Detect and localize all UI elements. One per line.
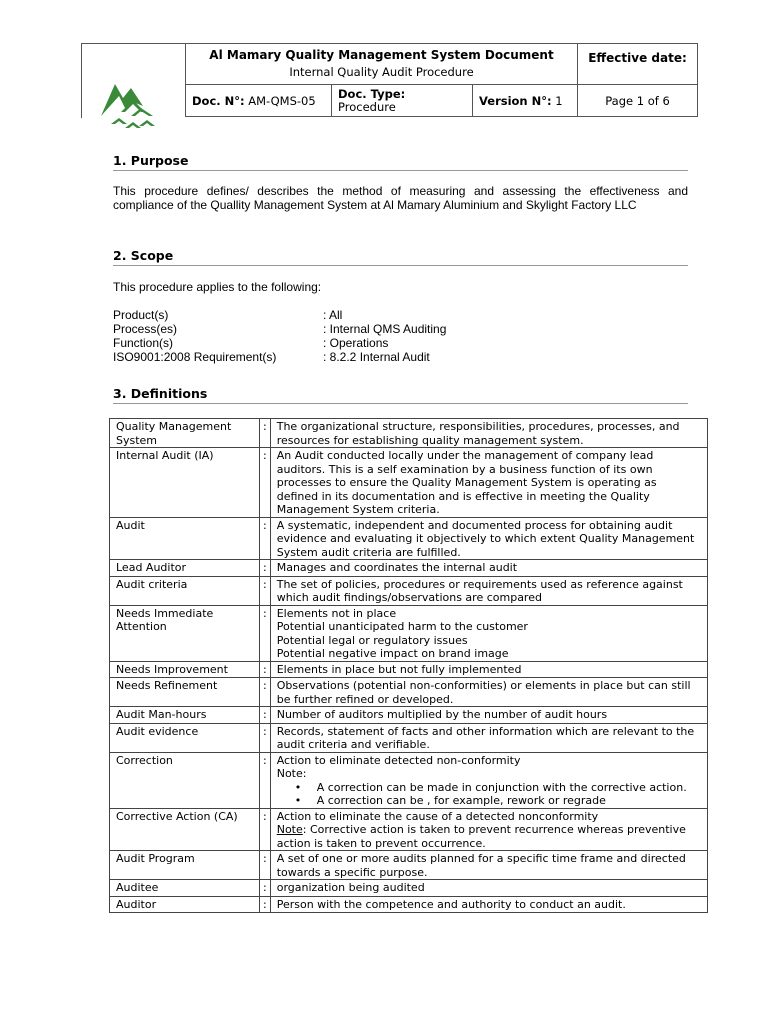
- definition-separator: :: [260, 419, 271, 448]
- document-header: [81, 43, 698, 117]
- version-value: 1: [555, 93, 563, 108]
- table-row: [110, 808, 708, 851]
- definition-term: Correction: [110, 752, 260, 808]
- definition-term: Audit Program: [110, 851, 260, 880]
- definition-separator: :: [260, 808, 271, 851]
- definition-separator: :: [260, 851, 271, 880]
- definition-term: Internal Audit (IA): [110, 448, 260, 518]
- logo-cell: [81, 43, 186, 118]
- doc-type-value: Procedure: [338, 99, 396, 114]
- definition-term: Lead Auditor: [110, 560, 260, 577]
- table-row: [110, 752, 708, 808]
- bullet-icon: •: [294, 780, 302, 794]
- table-row: [110, 896, 708, 913]
- definition-separator: :: [260, 605, 271, 661]
- purpose-heading: 1. Purpose: [113, 153, 688, 171]
- definition-line: Elements not in place: [276, 606, 397, 620]
- scope-list: [113, 308, 688, 364]
- definition-text: [270, 808, 707, 851]
- doc-number-cell: [186, 85, 332, 117]
- definition-text: An Audit conducted locally under the management of company lead auditors. This is a self examination by a business function of its own processes to ensure the Quality Management System is operating as defined in its documentation and is effective in meeting the Quality Management System criteria.: [270, 448, 707, 518]
- list-item: [294, 780, 701, 795]
- definition-line: Action to eliminate detected non-conformity: [276, 753, 521, 767]
- definition-bullets: [277, 781, 701, 808]
- definition-term: Quality Management System: [110, 419, 260, 448]
- definition-separator: :: [260, 707, 271, 724]
- definition-text: Elements in place but not fully implemented: [270, 661, 707, 678]
- definition-separator: :: [260, 448, 271, 518]
- definition-line: Potential negative impact on brand image: [276, 647, 509, 660]
- definition-term: Needs Improvement: [110, 661, 260, 678]
- definition-separator: :: [260, 896, 271, 913]
- definitions-table: [109, 418, 708, 913]
- table-row: [110, 661, 708, 678]
- definition-text: [270, 752, 707, 808]
- scope-item: [113, 308, 688, 322]
- doc-number-label: Doc. N°:: [192, 93, 245, 108]
- definition-text: Manages and coordinates the internal audit: [270, 560, 707, 577]
- scope-item: [113, 350, 688, 364]
- definition-separator: :: [260, 678, 271, 707]
- mountain-logo-icon: [97, 76, 169, 131]
- scope-key: Function(s): [113, 336, 174, 350]
- definition-text: organization being audited: [270, 880, 707, 897]
- definition-term: Auditor: [110, 896, 260, 913]
- definition-text: A systematic, independent and documented process for obtaining audit evidence and evaluating it objectively to which extent Quality Management System audit criteria are fulfilled.: [270, 517, 707, 560]
- scope-key: ISO9001:2008 Requirement(s): [113, 350, 277, 364]
- scope-value: : Operations: [323, 336, 389, 350]
- table-row: [110, 576, 708, 605]
- definition-note-label: Note: [276, 823, 303, 836]
- doc-number-value: AM-QMS-05: [248, 93, 316, 108]
- bullet-icon: •: [294, 794, 302, 807]
- definition-text: The organizational structure, responsibilities, procedures, processes, and resources for establishing quality management system.: [270, 419, 707, 448]
- table-row: [110, 560, 708, 577]
- table-row: [110, 723, 708, 752]
- doc-type-cell: [332, 85, 473, 117]
- definition-line: Action to eliminate the cause of a detected nonconformity: [276, 809, 599, 823]
- definition-note-text: : Corrective action is taken to prevent recurrence whereas preventive action is taken to prevent occurrence.: [276, 823, 686, 850]
- version-cell: [473, 85, 578, 117]
- definition-term: Audit Man-hours: [110, 707, 260, 724]
- definition-text: A set of one or more audits planned for a specific time frame and directed towards a specific purpose.: [270, 851, 707, 880]
- scope-key: Product(s): [113, 308, 169, 322]
- definition-term: Auditee: [110, 880, 260, 897]
- definition-separator: :: [260, 661, 271, 678]
- scope-heading: 2. Scope: [113, 248, 688, 266]
- scope-value: : 8.2.2 Internal Audit: [323, 350, 430, 364]
- table-row: [110, 851, 708, 880]
- scope-value: : All: [323, 308, 343, 322]
- definition-separator: :: [260, 576, 271, 605]
- definition-text: Records, statement of facts and other information which are relevant to the audit criteria and verifiable.: [270, 723, 707, 752]
- version-label: Version N°:: [479, 93, 552, 108]
- scope-intro: This procedure applies to the following:: [113, 280, 322, 294]
- definition-separator: :: [260, 880, 271, 897]
- scope-item: [113, 322, 688, 336]
- definition-line: Potential legal or regulatory issues: [276, 633, 468, 647]
- definition-term: Needs Refinement: [110, 678, 260, 707]
- table-row: [110, 678, 708, 707]
- bullet-text: A correction can be , for example, rework or regrade: [316, 794, 606, 807]
- table-row: [110, 605, 708, 661]
- table-row: [110, 880, 708, 897]
- table-row: [110, 707, 708, 724]
- definition-text: Person with the competence and authority to conduct an audit.: [270, 896, 707, 913]
- definition-separator: :: [260, 752, 271, 808]
- definition-separator: :: [260, 517, 271, 560]
- purpose-text: This procedure defines/ describes the method of measuring and assessing the effectiveness and compliance of the Quallity Management System at Al Mamary Aluminium and Skylight Factory LLC: [113, 184, 688, 212]
- doc-type-label: Doc. Type:: [338, 86, 406, 101]
- definition-separator: :: [260, 560, 271, 577]
- definition-separator: :: [260, 723, 271, 752]
- table-row: [110, 517, 708, 560]
- definition-text: Observations (potential non-conformities) or elements in place but can still be further refined or developed.: [270, 678, 707, 707]
- effective-date-label: Effective date:: [578, 44, 698, 85]
- document-title: Al Mamary Quality Management System Document: [209, 48, 554, 62]
- definition-line: Potential unanticipated harm to the customer: [276, 620, 528, 633]
- definition-term: Audit criteria: [110, 576, 260, 605]
- scope-key: Process(es): [113, 322, 178, 336]
- definition-term: Audit: [110, 517, 260, 560]
- definition-term: Audit evidence: [110, 723, 260, 752]
- definition-text: The set of policies, procedures or requirements used as reference against which audit findings/observations are compared: [270, 576, 707, 605]
- header-title-cell: [186, 44, 578, 85]
- list-item: [294, 794, 701, 808]
- definition-note: Note:: [276, 767, 307, 780]
- page-number: Page 1 of 6: [578, 85, 698, 117]
- definition-term: Corrective Action (CA): [110, 808, 260, 851]
- document-subtitle: Internal Quality Audit Procedure: [289, 65, 474, 79]
- bullet-text: A correction can be made in conjunction with the corrective action.: [316, 780, 687, 794]
- table-row: [110, 448, 708, 518]
- scope-value: : Internal QMS Auditing: [323, 322, 447, 336]
- definition-text: [270, 605, 707, 661]
- definition-text: Number of auditors multiplied by the number of audit hours: [270, 707, 707, 724]
- definition-term: Needs Immediate Attention: [110, 605, 260, 661]
- table-row: [110, 419, 708, 448]
- header-grid: [185, 43, 698, 117]
- scope-item: [113, 336, 688, 350]
- definitions-heading: 3. Definitions: [113, 386, 688, 404]
